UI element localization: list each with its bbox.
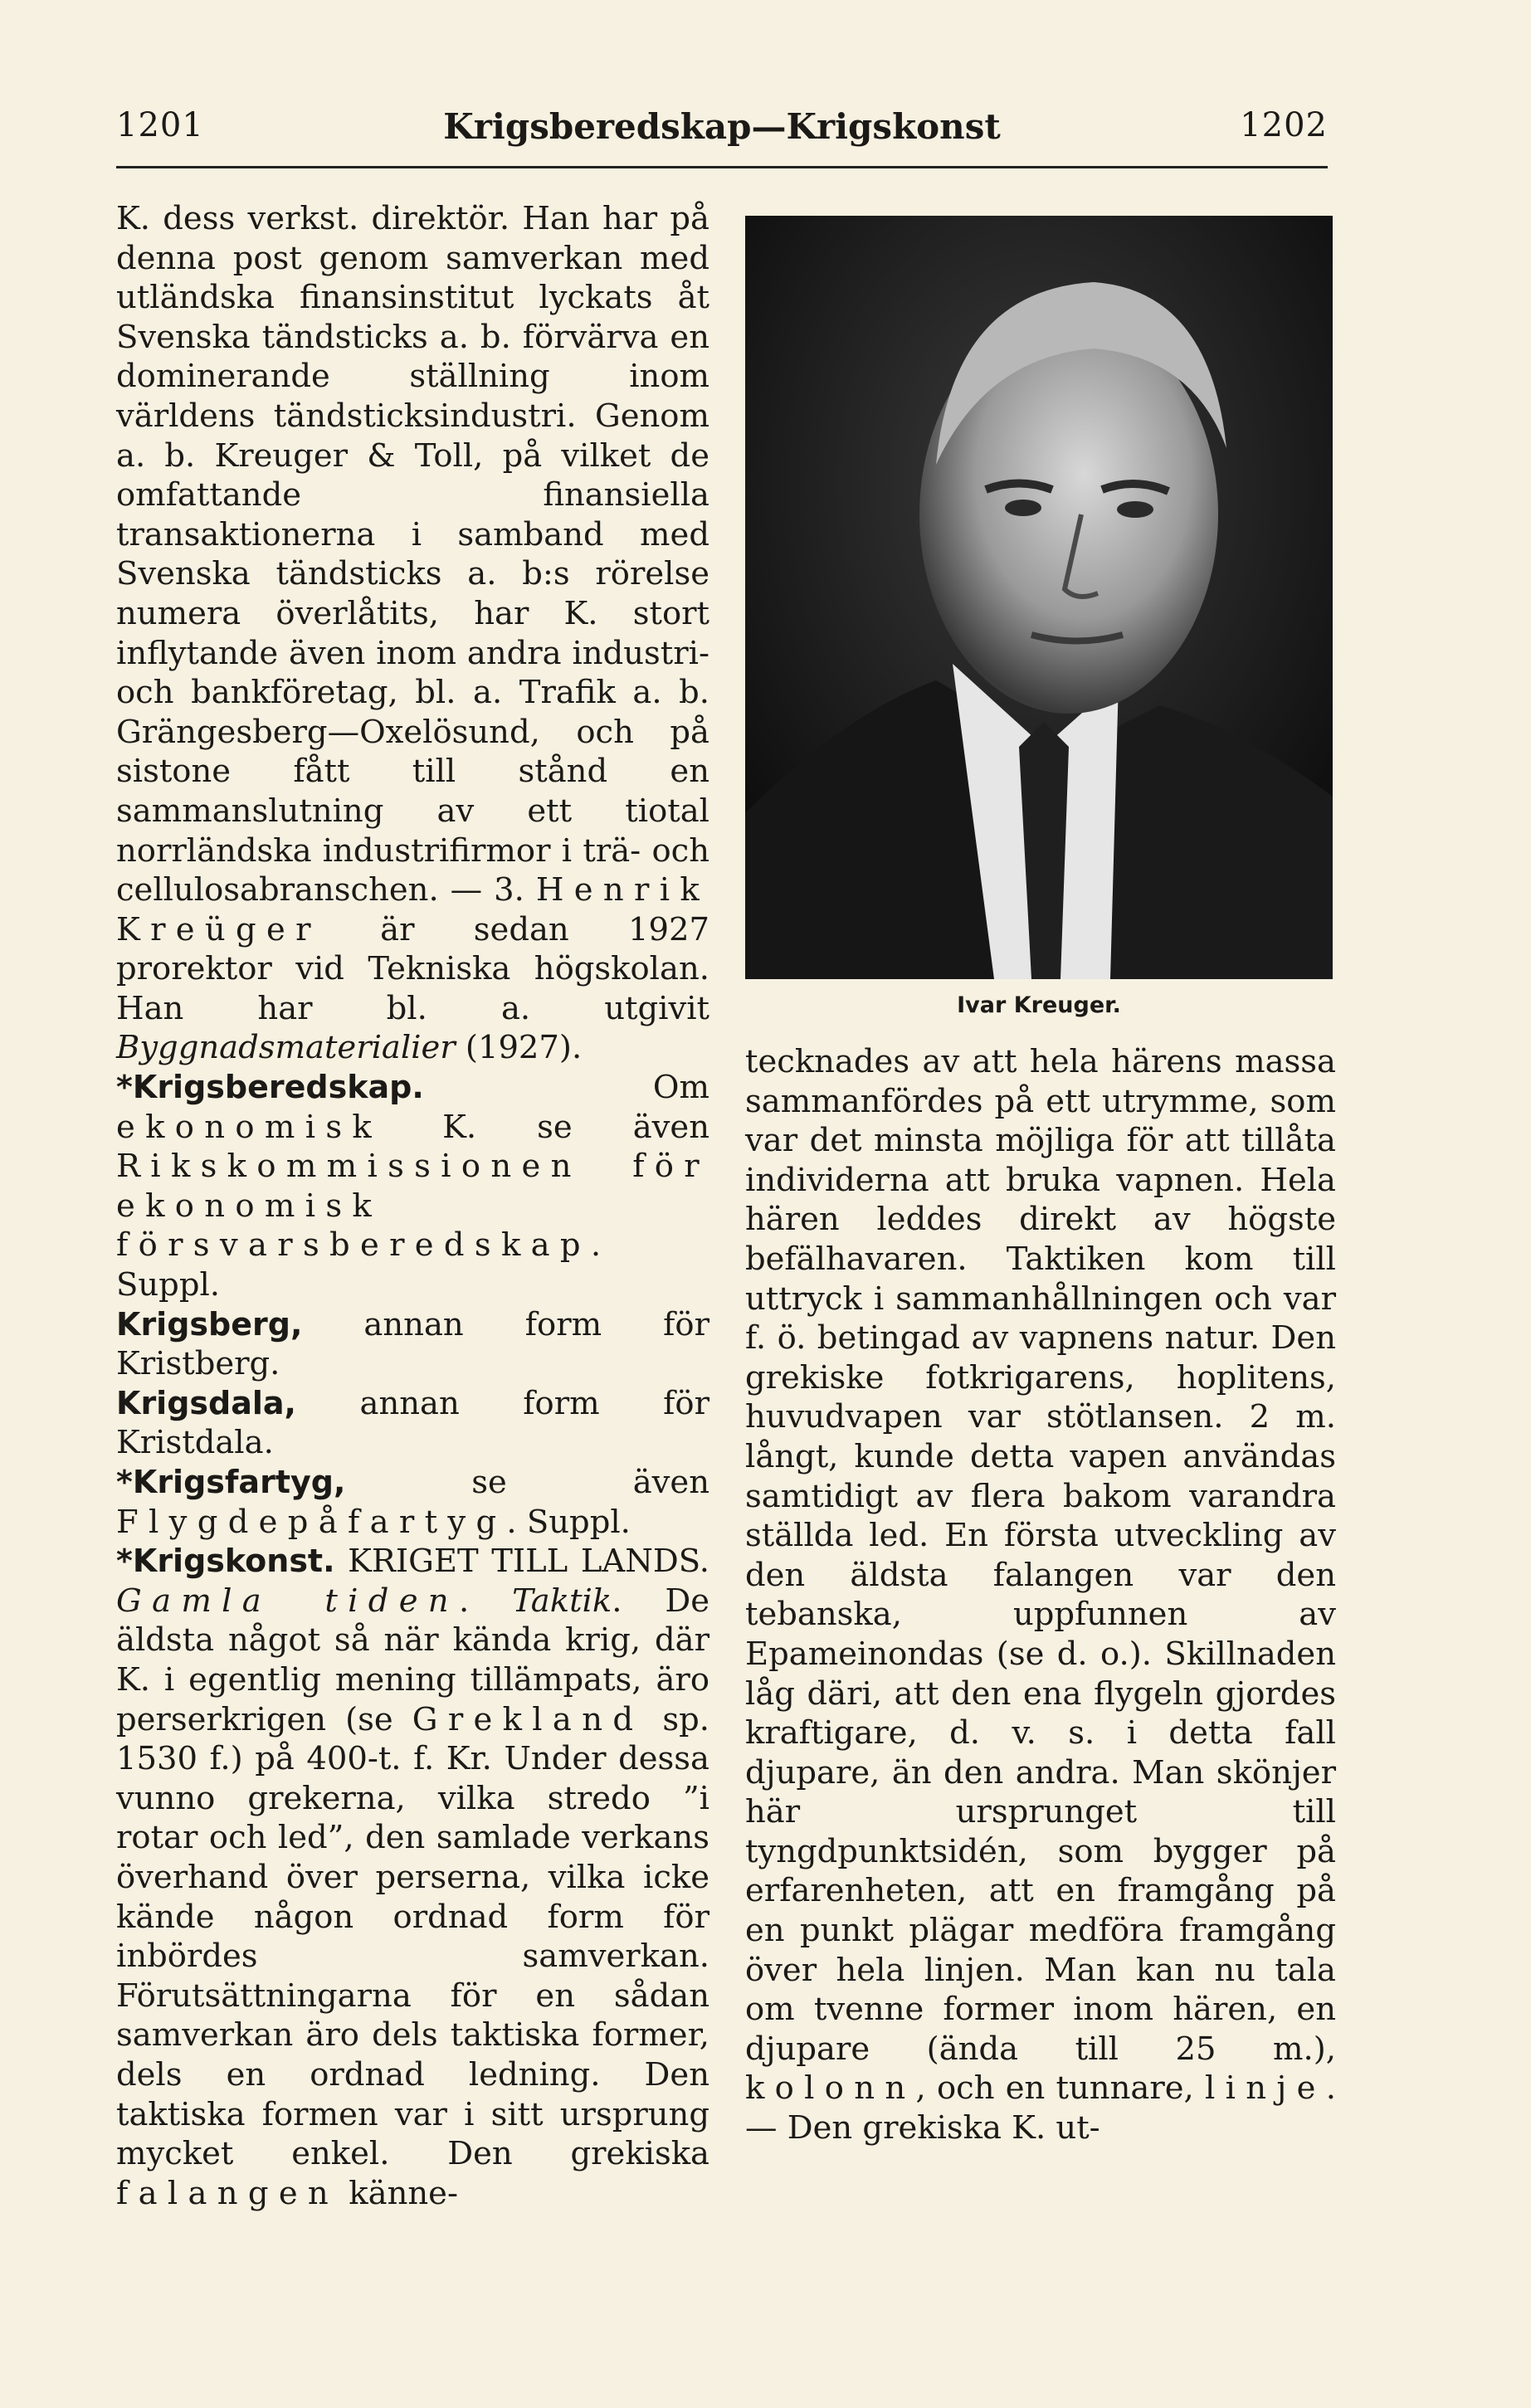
header-rule bbox=[116, 166, 1328, 168]
entry-text: . Suppl. bbox=[116, 1226, 602, 1304]
page-number-right: 1202 bbox=[1240, 106, 1328, 144]
cross-reference: Flygdepåfartyg bbox=[116, 1503, 507, 1541]
portrait-photo bbox=[745, 216, 1333, 979]
entry-krigsdala bbox=[116, 1384, 709, 1463]
entry-text: . De äldsta något så när kända krig, där K. i egentlig mening tillämpats, äro perserkrigen (se bbox=[116, 1582, 709, 1738]
right-column bbox=[745, 1042, 1336, 2204]
entry-krigsfartyg bbox=[116, 1463, 709, 1542]
krigskonst-continued bbox=[745, 1042, 1336, 2148]
henrik-kreuger-name: Henrik Kreüger bbox=[116, 871, 709, 948]
left-column bbox=[116, 199, 709, 2212]
entry-krigsberedskap bbox=[116, 1068, 709, 1305]
cross-reference: Grekland bbox=[412, 1700, 644, 1738]
entry-text: annan form för Kristberg. bbox=[116, 1305, 709, 1383]
kreuger-text-2: är sedan 1927 prorektor vid Tekniska högskolan. Han har bl. a. utgivit bbox=[116, 910, 709, 1027]
entry-text: Om bbox=[423, 1069, 709, 1107]
spaced-term: ekonomisk bbox=[116, 1108, 383, 1146]
section-heading: Gamla tiden bbox=[116, 1582, 459, 1620]
running-title: Krigsberedskap—Krigskonst bbox=[443, 106, 1001, 147]
portrait-image bbox=[745, 216, 1333, 979]
entry-text: . bbox=[458, 1582, 513, 1620]
spaced-term: falangen bbox=[116, 2174, 339, 2212]
page-header bbox=[116, 106, 1328, 156]
entry-text: K. se även bbox=[382, 1108, 709, 1146]
spaced-term: kolonn bbox=[745, 2069, 916, 2108]
entry-text: känne- bbox=[339, 2174, 458, 2212]
entry-krigsberg bbox=[116, 1305, 709, 1384]
book-title: Byggnadsmaterialier bbox=[116, 1029, 456, 1067]
kreuger-text-end: (1927). bbox=[455, 1029, 583, 1067]
spaced-term: linje bbox=[1205, 2069, 1326, 2108]
page-number-left: 1201 bbox=[116, 106, 204, 144]
headword-krigsfartyg: *Krigsfartyg, bbox=[116, 1464, 346, 1500]
headword-krigsberg: Krigsberg, bbox=[116, 1305, 303, 1343]
entry-text: annan form för Kristdala. bbox=[116, 1384, 709, 1462]
subsection-heading: Taktik bbox=[512, 1582, 612, 1620]
headword-krigsdala: Krigsdala, bbox=[116, 1384, 296, 1421]
photo-caption: Ivar Kreuger. bbox=[957, 992, 1121, 1018]
entry-text: . — Den grekiska K. ut- bbox=[745, 2069, 1336, 2147]
entry-krigskonst bbox=[116, 1542, 709, 2213]
entry-kreuger-continued bbox=[116, 199, 709, 1068]
headword-krigskonst: *Krigskonst. bbox=[116, 1543, 335, 1580]
entry-text: . Suppl. bbox=[506, 1503, 631, 1541]
entry-text: , och en tunnare, bbox=[915, 2069, 1205, 2108]
entry-text: tecknades av att hela härens massa sammanfördes på ett utrymme, som var det minsta möjliga för att tillåta individerna att bruka vapnen. Hela hären leddes direkt av högste befälhavaren. Taktiken kom till uttryck i sammanhållningen och var f. ö. betingad av vapnens natur. Den grekiske fotkrigarens, hoplitens, huvudvapen var stötlansen. 2 m. långt, kunde detta vapen användas samtidigt av flera bakom varandra ställda led. En första utveckling av den äldsta falangen var den tebanska, uppfunnen av Epameinondas (se d. o.). Skillnaden låg däri, att den ena flygeln gjordes kraftigare, d. v. s. i detta fall djupare, än den andra. Man skönjer här ursprunget till tyngdpunktsidén, som bygger på erfarenheten, att en framgång på en punkt plägar medföra framgång över hela linjen. Man kan nu tala om tvenne former inom hären, en djupare (ända till 25 m.), bbox=[745, 1043, 1336, 2068]
kreuger-text: K. dess verkst. direktör. Han har på denna post genom samverkan med utländska finansinstitut lyckats åt Svenska tändsticks a. b. förvärva en dominerande ställning inom världens tändsticksindustri. Genom a. b. Kreuger & Toll, på vilket de omfattande finansiella transaktionerna i samband med Svenska tändsticks a. b:s rörelse numera överlåtits, har K. stort inflytande även inom andra industri- och bankföretag, bl. a. Trafik a. b. Grängesberg—Oxelösund, och på sistone fått till stånd en sammanslutning av ett tiotal norrländska industrifirmor i trä- och cellulosabranschen. — 3. bbox=[116, 200, 709, 909]
headword-krigsberedskap: *Krigsberedskap. bbox=[116, 1069, 424, 1106]
entry-text: se även bbox=[345, 1464, 709, 1501]
cross-reference: Rikskommissionen för ekonomisk försvarsberedskap bbox=[116, 1148, 709, 1265]
entry-text: KRIGET TILL LANDS. bbox=[334, 1543, 709, 1581]
entry-text: sp. 1530 f.) på 400-t. f. Kr. Under dessa vunno grekerna, vilka stredo ”i rotar och led”, den samlade verkans överhand över perserna, vilka icke kände någon ordnad form för inbördes samverkan. Förutsättningarna för en sådan samverkan äro dels taktiska former, dels en ordnad ledning. Den taktiska formen var i sitt ursprung mycket enkel. Den grekiska bbox=[116, 1700, 709, 2173]
